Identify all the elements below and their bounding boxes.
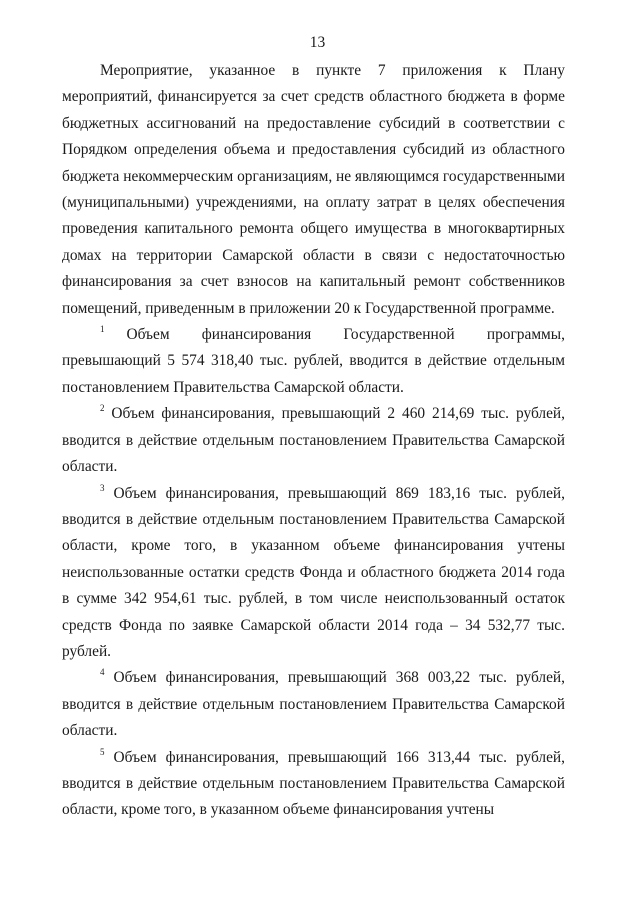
footnote-text-1: Объем финансирования Государственной программы, превышающий 5 574 318,40 тыс. рублей, вводится в действие отдельным постановлением Правительства Самарской области. [62,326,565,396]
footnote-mark-5: 5 [100,746,105,757]
footnote-1 [62,322,565,401]
footnote-4 [62,665,565,744]
footnote-mark-1: 1 [100,324,105,335]
footnote-mark-3: 3 [100,482,105,493]
footnote-text-3: Объем финансирования, превышающий 869 183,16 тыс. рублей, вводится в действие отдельным постановлением Правительства Самарской области, кроме того, в указанном объеме финансирования учтены неиспользованные остатки средств Фонда и областного бюджета 2014 года в сумме 342 954,61 тыс. рублей, в том числе неиспользованный остаток средств Фонда по заявке Самарской области 2014 года – 34 532,77 тыс. рублей. [62,484,565,660]
footnote-5 [62,745,565,824]
footnote-3 [62,481,565,666]
main-paragraph: Мероприятие, указанное в пункте 7 приложения к Плану мероприятий, финансируется за счет средств областного бюджета в форме бюджетных ассигнований на предоставление субсидий в соответствии с Порядком определения объема и предоставления субсидий из областного бюджета некоммерческим организациям, не являющимся государственными (муниципальными) учреждениями, на оплату затрат в целях обеспечения проведения капитального ремонта общего имущества в многоквартирных домах на территории Самарской области в связи с недостаточностью финансирования за счет взносов на капитальный ремонт собственников помещений, приведенным в приложении 20 к Государственной программе. [62,62,565,317]
page-number: 13 [309,34,326,51]
footnote-text-4: Объем финансирования, превышающий 368 003,22 тыс. рублей, вводится в действие отдельным постановлением Правительства Самарской области. [62,669,565,740]
footnote-mark-4: 4 [100,667,105,678]
footnote-text-5: Объем финансирования, превышающий 166 313,44 тыс. рублей, вводится в действие отдельным постановлением Правительства Самарской области, кроме того, в указанном объеме финансирования учтены [62,748,565,819]
footnote-2 [62,401,565,480]
footnote-mark-2: 2 [100,403,105,414]
footnote-text-2: Объем финансирования, превышающий 2 460 214,69 тыс. рублей, вводится в действие отдельным постановлением Правительства Самарской области. [62,405,565,476]
